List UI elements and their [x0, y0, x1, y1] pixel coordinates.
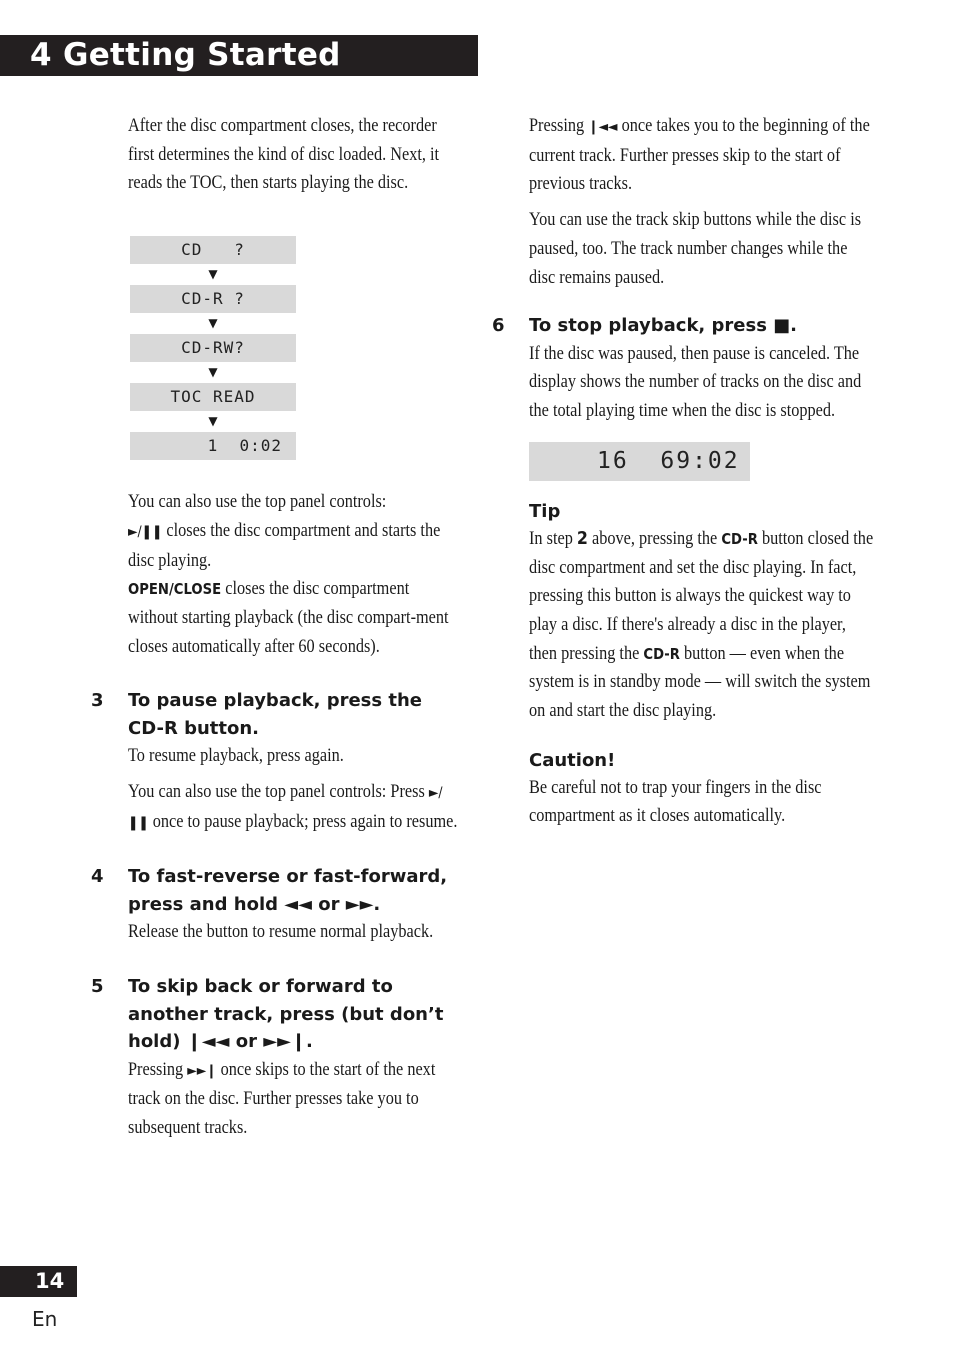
step-title: To stop playback, press ■. — [529, 315, 798, 337]
lcd-cd: CD ? — [130, 236, 296, 264]
play-pause-desc: closes the disc compartment and starts the disc playing. — [128, 520, 441, 571]
step-title: To fast-reverse or fast-forward, press and hold ◄◄ or ►►. — [128, 866, 448, 915]
cd-r-button-label: CD-R — [721, 529, 758, 548]
skip-back-paragraph: Pressing ❙◄◄ once takes you to the beginning of the current track. Further presses skip to the start of previous tracks. — [529, 116, 870, 195]
step-number: 6 — [492, 315, 505, 337]
play-pause-icon: ►/❚❚ — [128, 523, 163, 540]
intro-paragraph: After the disc compartment closes, the recorder first determines the kind of disc loaded. Next, it reads the TOC, then starts playing the disc. — [128, 116, 440, 194]
page-number-bar — [0, 1266, 77, 1297]
step-number: 3 — [91, 690, 104, 712]
down-arrow-icon: ▼ — [208, 267, 218, 282]
skip-back-icon: ❙◄◄ — [588, 119, 618, 135]
panel-intro: You can also use the top panel controls: — [128, 492, 387, 513]
lcd-track-time: 1 0:02 — [130, 432, 296, 460]
caution-heading: Caution! — [529, 749, 616, 771]
step-4 — [91, 863, 458, 947]
caution-body: Be careful not to trap your fingers in the disc compartment as it closes automatically. — [529, 777, 822, 827]
step-body: Release the button to resume normal playback. — [128, 922, 434, 943]
step-body: If the disc was paused, then pause is canceled. The display shows the number of tracks on the disc and the total playing time when the disc is stopped. — [529, 343, 862, 422]
step-title: To pause playback, press the CD-R button. — [128, 690, 423, 739]
page-number: 14 — [35, 1269, 65, 1293]
skip-forward-icon: ►►❙ — [187, 1062, 217, 1079]
stop-display: 16 69:02 — [529, 442, 750, 481]
down-arrow-icon: ▼ — [208, 365, 218, 380]
open-close-label: OPEN/CLOSE — [128, 580, 222, 599]
display-sequence — [130, 236, 296, 460]
cd-r-button-label: CD-R — [643, 644, 680, 663]
down-arrow-icon: ▼ — [208, 414, 218, 429]
chapter-title: 4 Getting Started — [30, 37, 341, 73]
step-3 — [91, 687, 458, 837]
step-reference: 2 — [576, 527, 588, 549]
left-column — [91, 112, 458, 1150]
step-number: 5 — [91, 976, 104, 998]
lcd-cd-rw: CD-RW? — [130, 334, 296, 362]
step-body: To resume playback, press again. — [128, 746, 344, 767]
lcd-toc-read: TOC READ — [130, 383, 296, 411]
step-5 — [91, 973, 458, 1143]
tip-heading: Tip — [529, 500, 561, 522]
tip-body: In step 2 above, pressing the CD-R button closed the disc compartment and set the disc playing. In fact, pressing this button is always the quickest way to play a disc. If there's already a disc in the player, then pressing the CD-R button — even when the system is in standby mode — will switch the system on and start the disc playing. — [529, 527, 874, 722]
step-number: 4 — [91, 866, 104, 888]
step-title: To skip back or forward to another track, press (but don’t hold) ❙◄◄ or ►►❙. — [128, 976, 444, 1053]
paused-skip-paragraph: You can use the track skip buttons while the disc is paused, too. The track number changes while the disc remains paused. — [529, 210, 862, 288]
chapter-header — [0, 35, 478, 76]
language-label: En — [32, 1307, 58, 1331]
panel-controls-paragraph — [128, 488, 459, 661]
right-column — [492, 112, 874, 838]
down-arrow-icon: ▼ — [208, 316, 218, 331]
play-pause-icon: ►/❚❚ — [128, 785, 443, 831]
step-body: You can also use the top panel controls: Press ►/❚❚ once to pause playback; press again to resume. — [128, 782, 458, 832]
lcd-cd-r: CD-R ? — [130, 285, 296, 313]
open-close-desc: closes the disc compartment without starting playback (the disc compart-ment closes automatically after 60 seconds). — [128, 579, 449, 657]
step-body: Pressing ►►❙ once skips to the start of the next track on the disc. Further presses take you to subsequent tracks. — [128, 1059, 436, 1139]
step-6 — [492, 312, 874, 426]
